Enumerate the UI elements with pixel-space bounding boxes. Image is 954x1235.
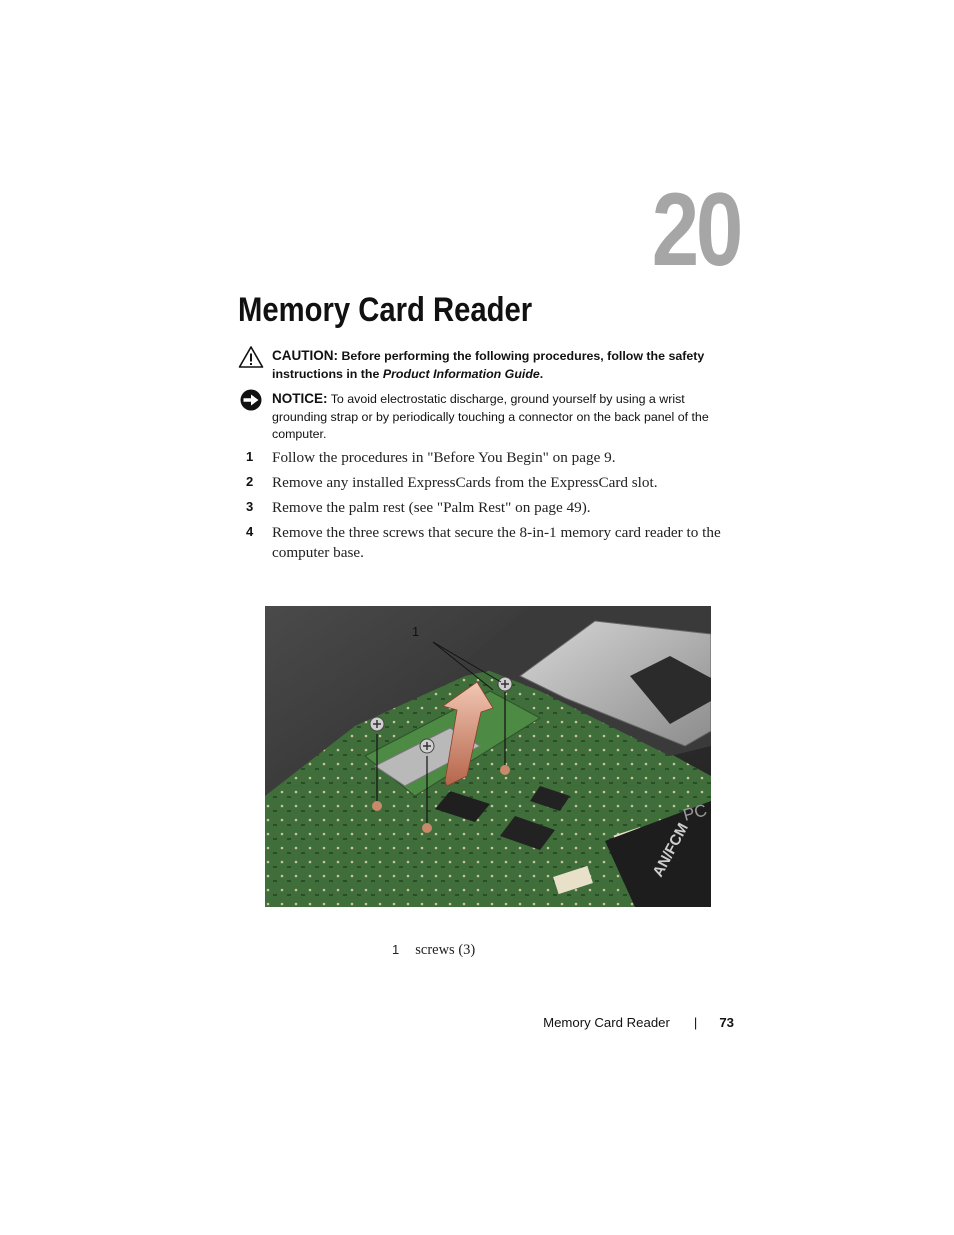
step-number: 3 <box>246 499 254 514</box>
screw-icon <box>498 677 512 691</box>
step-text: Remove the three screws that secure the 8-in-1 memory card reader to the computer base. <box>272 524 721 561</box>
list-item <box>246 448 746 468</box>
legend-number: 1 <box>392 942 400 957</box>
procedure-steps <box>246 448 746 568</box>
warning-triangle-icon <box>238 345 264 369</box>
caution-text-end: . <box>539 366 544 381</box>
screw-hole <box>500 765 510 775</box>
step-text: Remove any installed ExpressCards from the ExpressCard slot. <box>272 474 658 491</box>
legend-text: screws (3) <box>415 942 476 958</box>
page-title: Memory Card Reader <box>238 291 533 329</box>
list-item <box>246 523 746 563</box>
caution-label: CAUTION: <box>272 348 338 363</box>
chapter-number: 20 <box>651 172 740 288</box>
notice-text: To avoid electrostatic discharge, ground yourself by using a wrist grounding strap or by periodically touching a connector on the back panel of the computer. <box>272 392 709 441</box>
figure-legend <box>392 942 475 959</box>
step-text: Follow the procedures in "Before You Begin" on page 9. <box>272 449 616 466</box>
screw-hole <box>372 801 382 811</box>
board-marking: AN/FCM <box>649 820 692 880</box>
footer-separator: | <box>693 1015 698 1030</box>
callout-number: 1 <box>412 624 420 639</box>
page-footer <box>480 1015 734 1030</box>
screw-icon <box>370 717 384 731</box>
screw-icon <box>420 739 434 753</box>
list-item <box>246 498 746 518</box>
memory-card-reader-illustration <box>265 606 711 907</box>
page-number: 73 <box>719 1015 734 1030</box>
step-number: 1 <box>246 449 254 464</box>
notice-label: NOTICE: <box>272 391 328 406</box>
no-entry-circle-icon <box>238 388 264 412</box>
screw-hole <box>422 823 432 833</box>
step-text: Remove the palm rest (see "Palm Rest" on page 49). <box>272 499 591 516</box>
board-marking: PC <box>681 800 709 825</box>
step-number: 2 <box>246 474 254 489</box>
list-item <box>246 473 746 493</box>
caution-text: Before performing the following procedures, follow the safety instructions in the <box>272 349 705 381</box>
product-guide-reference: Product Information Guide <box>382 366 540 381</box>
footer-section: Memory Card Reader <box>543 1015 670 1030</box>
step-number: 4 <box>246 524 254 539</box>
